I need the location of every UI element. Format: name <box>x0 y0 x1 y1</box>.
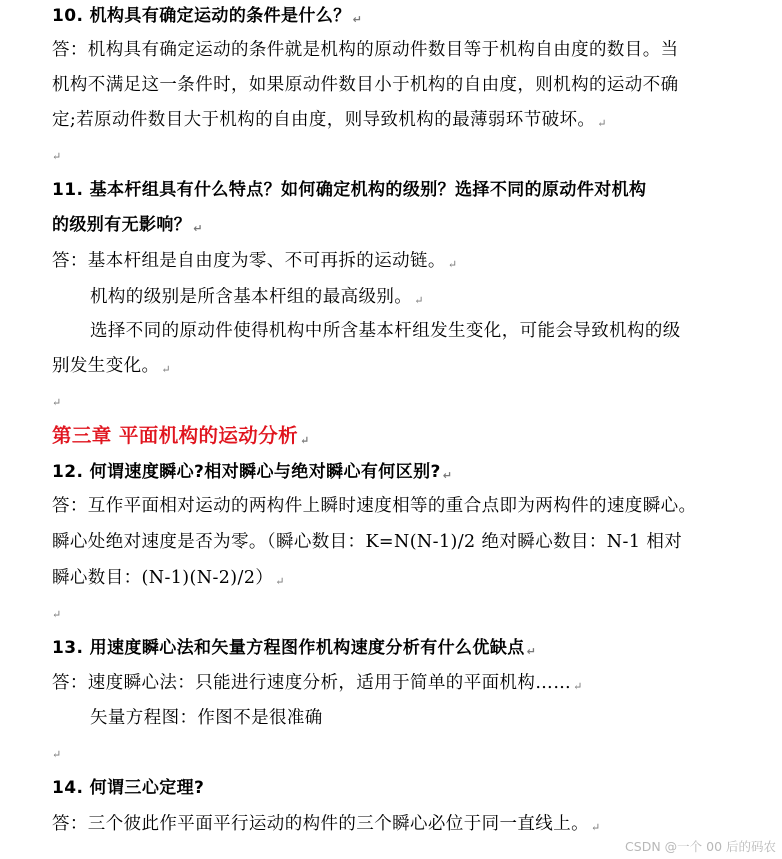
question-11-title-line-1: 11. 基本杆组具有什么特点？如何确定机构的级别？选择不同的原动件对机构 <box>52 180 647 200</box>
answer-10-line-1: 答：机构具有确定运动的条件就是机构的原动件数目等于机构自由度的数目。当 <box>52 40 679 60</box>
empty-paragraph-mark: ↵ <box>52 748 62 761</box>
answer-11-line-2: 机构的级别是所含基本杆组的最高级别。 ↵ <box>90 287 424 307</box>
answer-12-line-2: 瞬心处绝对速度是否为零。（瞬心数目：K=N(N-1)/2 绝对瞬心数目：N-1 相对 <box>52 532 683 552</box>
question-12-title: 12. 何谓速度瞬心?相对瞬心与绝对瞬心有何区别? ↵ <box>52 462 453 482</box>
answer-11-line-1: 答：基本杆组是自由度为零、不可再拆的运动链。 ↵ <box>52 251 458 271</box>
answer-11-line-3: 选择不同的原动件使得机构中所含基本杆组发生变化，可能会导致机构的级 <box>90 321 681 341</box>
answer-14-line-1: 答：三个彼此作平面平行运动的构件的三个瞬心必位于同一直线上。 ↵ <box>52 814 601 834</box>
answer-10-line-2: 机构不满足这一条件时，如果原动件数目小于机构的自由度，则机构的运动不确 <box>52 75 679 95</box>
answer-11-line-4: 别发生变化。 ↵ <box>52 356 172 376</box>
answer-12-line-3: 瞬心数目：(N-1)(N-2)/2） ↵ <box>52 568 285 588</box>
csdn-watermark: CSDN @一个 00 后的码农 <box>625 839 776 854</box>
answer-12-line-1: 答：互作平面相对运动的两构件上瞬时速度相等的重合点即为两构件的速度瞬心。 <box>52 496 697 516</box>
question-14-title: 14. 何谓三心定理? <box>52 778 205 798</box>
answer-10-line-3: 定;若原动件数目大于机构的自由度，则导致机构的最薄弱环节破坏。 ↵ <box>52 110 607 130</box>
empty-paragraph-mark: ↵ <box>52 150 62 163</box>
answer-13-line-1: 答：速度瞬心法：只能进行速度分析，适用于简单的平面机构…… ↵ <box>52 673 583 693</box>
chapter-heading: 第三章 平面机构的运动分析 ↵ <box>52 424 310 447</box>
question-10-title: 10. 机构具有确定运动的条件是什么？ ↵ <box>52 6 363 26</box>
empty-paragraph-mark: ↵ <box>52 396 62 409</box>
question-11-title-line-2: 的级别有无影响？ ↵ <box>52 215 203 235</box>
question-13-title: 13. 用速度瞬心法和矢量方程图作机构速度分析有什么优缺点 ↵ <box>52 638 537 658</box>
answer-13-line-2: 矢量方程图：作图不是很准确 <box>90 708 323 728</box>
empty-paragraph-mark: ↵ <box>52 608 62 621</box>
